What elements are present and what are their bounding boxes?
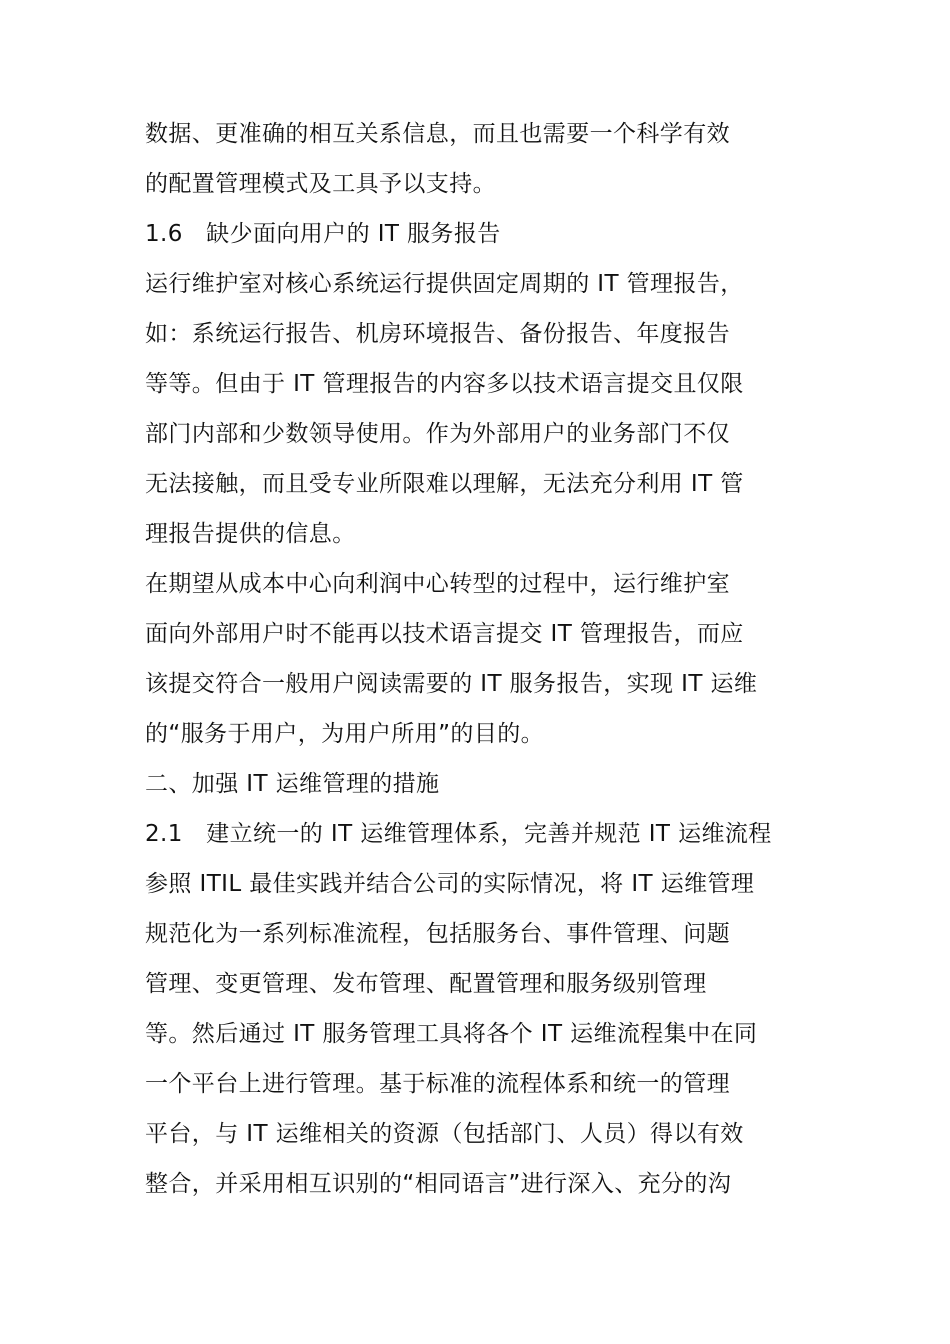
text-line: 如：系统运行报告、机房环境报告、备份报告、年度报告 — [145, 321, 730, 347]
text-line: 运行维护室对核心系统运行提供固定周期的 IT 管理报告， — [145, 271, 744, 297]
text-line: 数据、更准确的相互关系信息，而且也需要一个科学有效 — [145, 121, 730, 147]
text-line: 在期望从成本中心向利润中心转型的过程中，运行维护室 — [145, 571, 730, 597]
text-line: 平台，与 IT 运维相关的资源（包括部门、人员）得以有效 — [145, 1121, 744, 1147]
text-line: 等。然后通过 IT 服务管理工具将各个 IT 运维流程集中在同 — [145, 1021, 758, 1047]
text-line: 该提交符合一般用户阅读需要的 IT 服务报告，实现 IT 运维 — [145, 671, 758, 697]
text-line: 无法接触，而且受专业所限难以理解，无法充分利用 IT 管 — [145, 471, 744, 497]
text-line: 一个平台上进行管理。基于标准的流程体系和统一的管理 — [145, 1071, 730, 1097]
text-line: 规范化为一系列标准流程，包括服务台、事件管理、问题 — [145, 921, 730, 947]
text-line: 参照 ITIL 最佳实践并结合公司的实际情况，将 IT 运维管理 — [145, 871, 755, 897]
text-line: 整合，并采用相互识别的“相同语言”进行深入、充分的沟 — [145, 1171, 732, 1197]
text-line: 的配置管理模式及工具予以支持。 — [145, 171, 496, 197]
section-heading: 2.1 建立统一的 IT 运维管理体系，完善并规范 IT 运维流程 — [145, 821, 772, 847]
text-line: 等等。但由于 IT 管理报告的内容多以技术语言提交且仅限 — [145, 371, 744, 397]
text-line: 管理、变更管理、发布管理、配置管理和服务级别管理 — [145, 971, 707, 997]
text-line: 部门内部和少数领导使用。作为外部用户的业务部门不仅 — [145, 421, 730, 447]
text-line: 的“服务于用户，为用户所用”的目的。 — [145, 721, 545, 747]
text-line: 理报告提供的信息。 — [145, 521, 356, 547]
chapter-heading: 二、加强 IT 运维管理的措施 — [145, 771, 440, 797]
text-line: 面向外部用户时不能再以技术语言提交 IT 管理报告，而应 — [145, 621, 744, 647]
section-heading: 1.6 缺少面向用户的 IT 服务报告 — [145, 221, 501, 247]
